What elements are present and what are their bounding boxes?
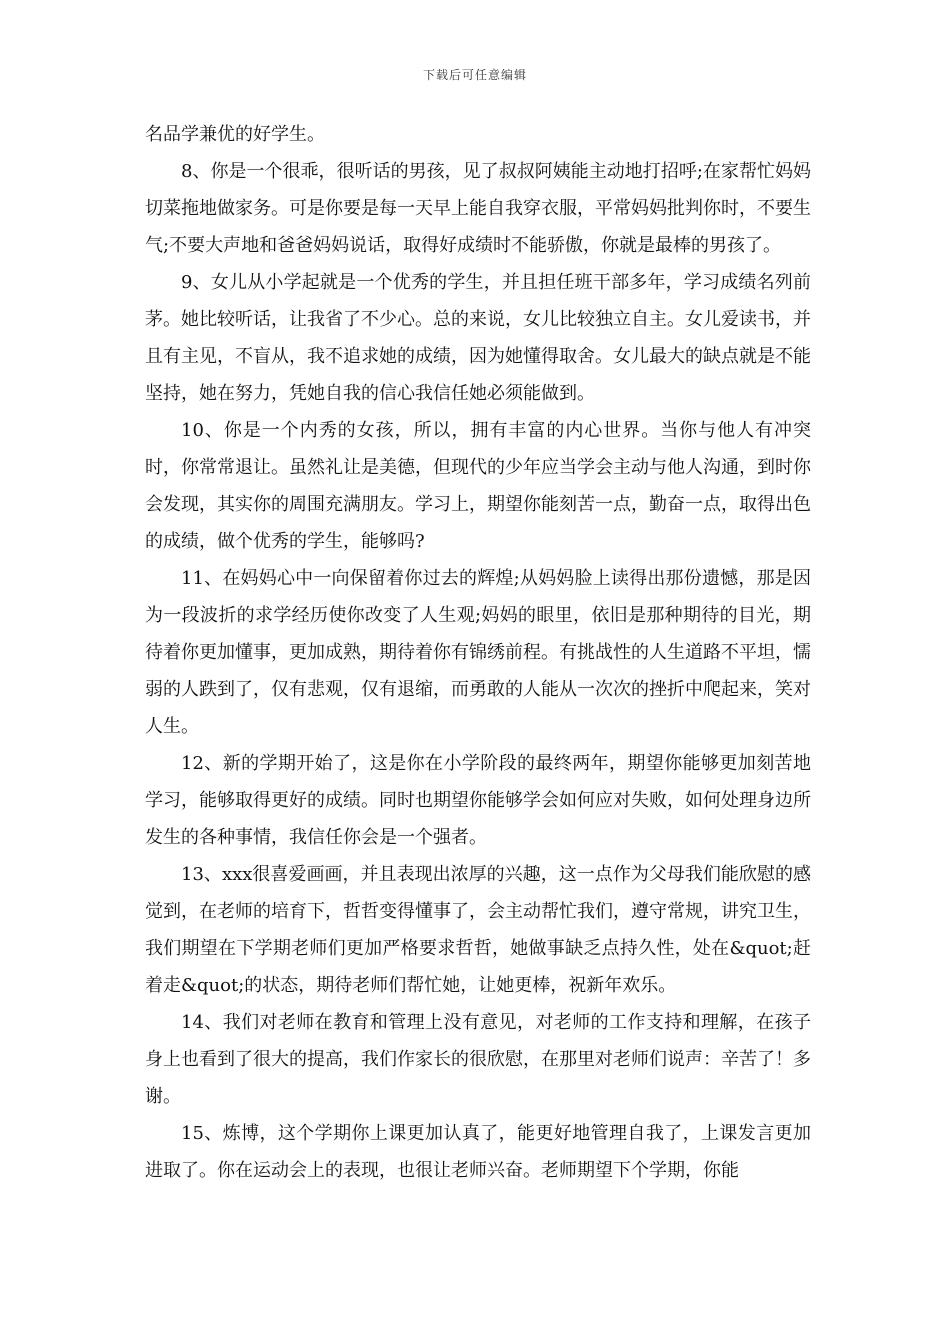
paragraph: 8、你是一个很乖，很听话的男孩，见了叔叔阿姨能主动地打招呼;在家帮忙妈妈切菜拖地做家务。可是你要是每一天早上能自我穿衣服，平常妈妈批判你时，不要生气;不要大声地和爸爸妈妈说话，取得好成绩时不能骄傲，你就是最棒的男孩了。 bbox=[145, 161, 811, 256]
paragraph: 15、炼博，这个学期你上课更加认真了，能更好地管理自我了，上课发言更加进取了。你在运动会上的表现，也很让老师兴奋。老师期望下个学期，你能 bbox=[145, 1123, 811, 1181]
page-header: 下载后可任意编辑 bbox=[422, 68, 527, 82]
paragraph: 10、你是一个内秀的女孩，所以，拥有丰富的内心世界。当你与他人有冲突时，你常常退让。虽然礼让是美德，但现代的少年应当学会主动与他人沟通，到时你会发现，其实你的周围充满朋友。学习上，期望你能刻苦一点，勤奋一点，取得出色的成绩，做个优秀的学生，能够吗? bbox=[145, 420, 811, 552]
paragraph: 13、xxx很喜爱画画，并且表现出浓厚的兴趣，这一点作为父母我们能欣慰的感觉到，在老师的培育下，哲哲变得懂事了，会主动帮忙我们，遵守常规，讲究卫生，我们期望在下学期老师们更加严格要求哲哲，她做事缺乏点持久性，处在&quot;赶着走&quot;的状态，期待老师们帮忙她，让她更棒，祝新年欢乐。 bbox=[145, 864, 811, 996]
paragraph: 11、在妈妈心中一向保留着你过去的辉煌;从妈妈脸上读得出那份遗憾，那是因为一段波折的求学经历使你改变了人生观;妈妈的眼里，依旧是那种期待的目光，期待着你更加懂事，更加成熟，期待着你有锦绣前程。有挑战性的人生道路不平坦，懦弱的人跌到了，仅有悲观，仅有退缩，而勇敢的人能从一次次的挫折中爬起来，笑对人生。 bbox=[145, 568, 811, 737]
paragraph: 12、新的学期开始了，这是你在小学阶段的最终两年，期望你能够更加刻苦地学习，能够取得更好的成绩。同时也期望你能够学会如何应对失败，如何处理身边所发生的各种事情，我信任你会是一个强者。 bbox=[145, 753, 811, 848]
paragraph: 14、我们对老师在教育和管理上没有意见，对老师的工作支持和理解，在孩子身上也看到了很大的提高，我们作家长的很欣慰，在那里对老师们说声：辛苦了！多谢。 bbox=[145, 1012, 811, 1107]
body-text bbox=[145, 116, 811, 1189]
paragraph: 9、女儿从小学起就是一个优秀的学生，并且担任班干部多年，学习成绩名列前茅。她比较听话，让我省了不少心。总的来说，女儿比较独立自主。女儿爱读书，并且有主见，不盲从，我不追求她的成绩，因为她懂得取舍。女儿最大的缺点就是不能坚持，她在努力，凭她自我的信心我信任她必须能做到。 bbox=[145, 272, 811, 404]
paragraph: 名品学兼优的好学生。 bbox=[145, 124, 325, 145]
